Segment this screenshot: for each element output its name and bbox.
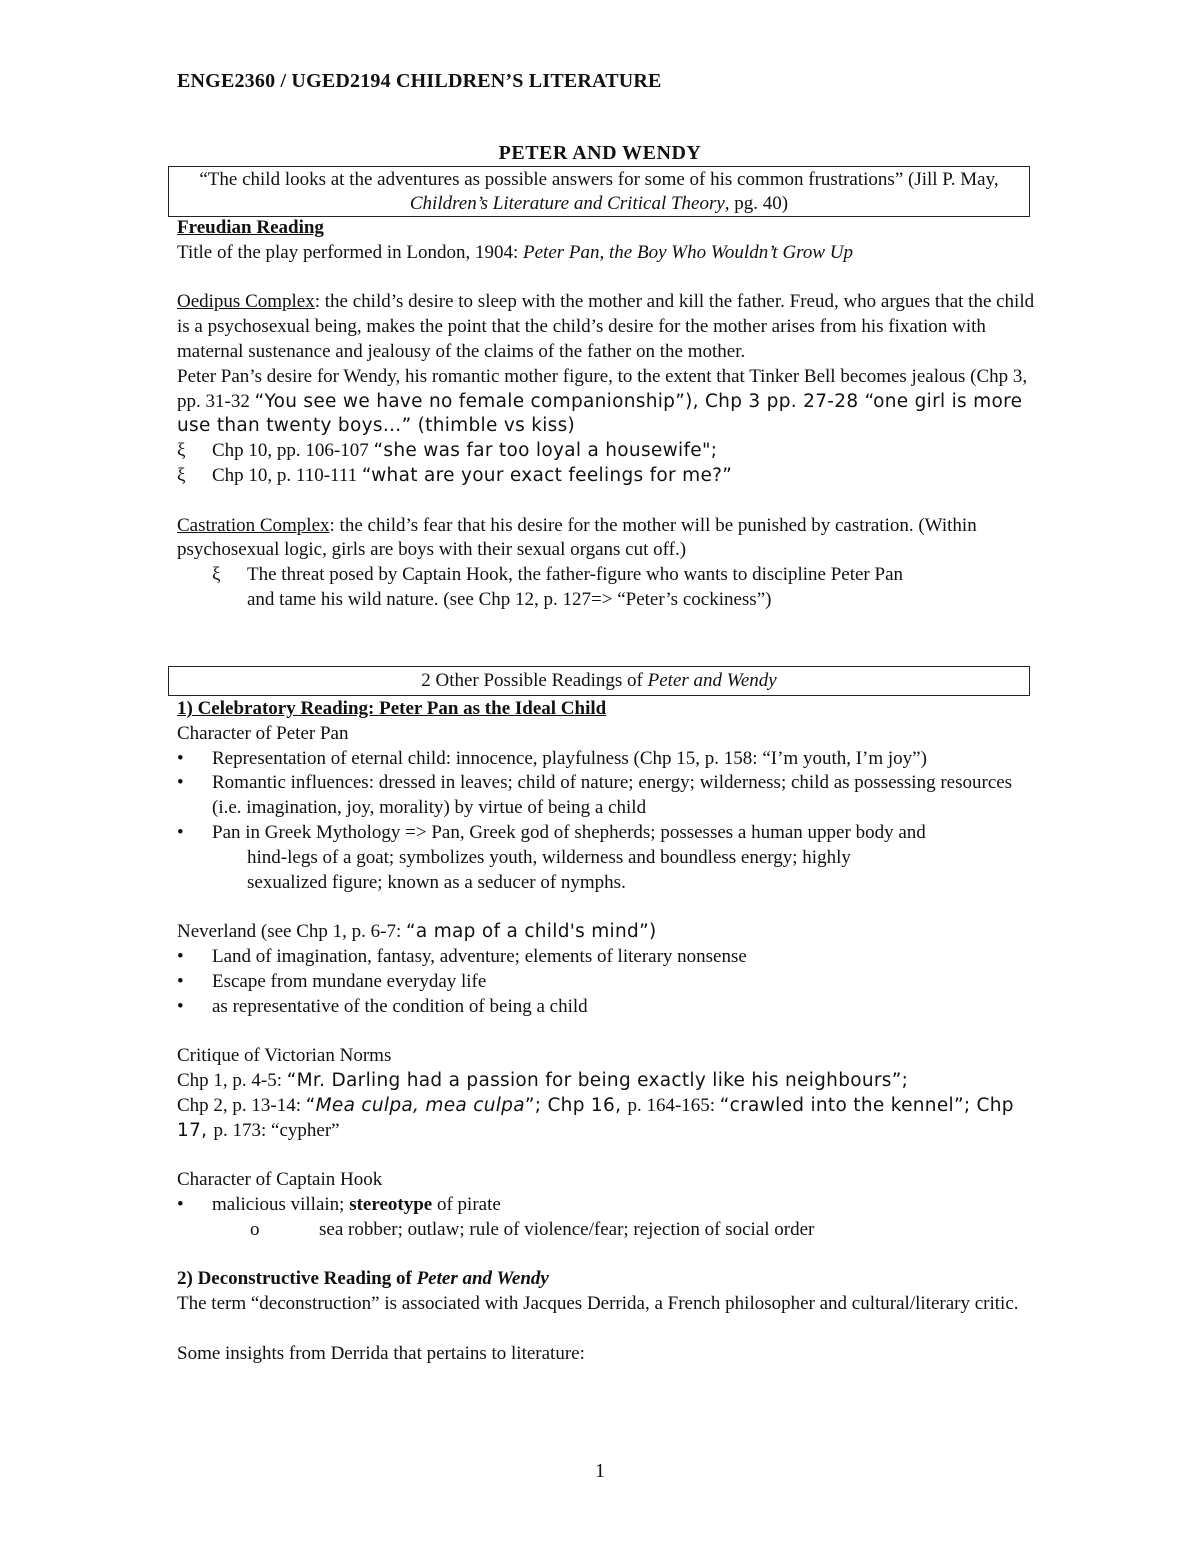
critique-ref-3: p. 164-165:	[627, 1094, 720, 1116]
quote-box	[168, 166, 1030, 217]
course-header: ENGE2360 / UGED2194 CHILDREN’S LITERATURE	[177, 70, 662, 92]
critique-quote-2: Mea culpa, mea culpa	[315, 1094, 525, 1116]
castration-text: : the child’s fear that his desire for the mother will be punished by castration. (Within psychosexual logic, girls are boys with their sexual organs cut off.)	[177, 514, 977, 561]
bullet-text: as representative of the condition of being a child	[212, 995, 588, 1017]
bullet-icon: •	[177, 772, 184, 794]
pan-line-3: sexualized figure; known as a seducer of nymphs.	[247, 871, 626, 893]
bullet-text: Romantic influences: dressed in leaves; child of nature; energy; wilderness; child as possessing resources (i.e. imagination, joy, morality) by virtue of being a child	[212, 772, 1013, 819]
hook-threat-line2: and tame his wild nature. (see Chp 12, p. 127=> “Peter’s cockiness”)	[247, 588, 772, 610]
neverland-quote: “a map of a child's mind”)	[406, 921, 657, 943]
quote-page-ref: , pg. 40)	[724, 193, 789, 214]
pan-line-1: Pan in Greek Mythology => Pan, Greek god of shepherds; possesses a human upper body and	[212, 821, 926, 843]
critique-quote-3: “crawled into the kennel”; Chp 17,	[177, 1094, 1014, 1141]
bullet-icon: •	[177, 970, 184, 992]
circle-bullet-icon: o	[250, 1218, 260, 1240]
list-item	[177, 747, 1037, 772]
critique-label: Critique of Victorian Norms	[177, 1045, 392, 1067]
list-item	[177, 995, 1037, 1020]
deconstructive-heading-text: 2) Deconstructive Reading of	[177, 1268, 417, 1290]
list-item	[177, 771, 1037, 821]
quote-text: “The child looks at the adventures as possible answers for some of his common frustrations” (Jill P. May,	[199, 169, 999, 190]
critique-ref-4: p. 173: “cypher”	[213, 1119, 340, 1141]
play-title: Peter Pan, the Boy Who Wouldn’t Grow Up	[523, 241, 853, 263]
derrida-insights: Some insights from Derrida that pertains to literature:	[177, 1342, 585, 1364]
list-item	[177, 945, 1037, 970]
hook-character-label: Character of Captain Hook	[177, 1169, 383, 1191]
list-item	[177, 439, 1037, 464]
deconstructive-heading-title: Peter and Wendy	[416, 1268, 549, 1290]
hook-text-pre: malicious villain;	[212, 1193, 350, 1215]
page-number: 1	[595, 1460, 605, 1482]
castration-term: Castration Complex	[177, 514, 330, 536]
document-title: PETER AND WENDY	[498, 142, 702, 164]
list-item	[177, 563, 1037, 613]
wendy-quote: “You see we have no female companionship”), Chp 3 pp. 27-28 “one girl is more use than twenty boys…” (thimble vs kiss)	[177, 390, 1023, 437]
readings-content	[177, 697, 1037, 1367]
hook-stereotype: stereotype	[349, 1193, 433, 1215]
celebratory-heading: 1) Celebratory Reading: Peter Pan as the Ideal Child	[177, 698, 607, 719]
castration-paragraph	[177, 514, 1037, 564]
critique-quote-2-open: “	[305, 1094, 316, 1116]
list-item	[177, 970, 1037, 995]
critique-ref-1: Chp 1, p. 4-5:	[177, 1069, 287, 1091]
readings-box	[168, 666, 1030, 696]
oedipus-paragraph	[177, 290, 1037, 364]
freudian-heading: Freudian Reading	[177, 217, 324, 238]
play-title-prefix: Title of the play performed in London, 1904:	[177, 241, 523, 263]
main-content	[177, 216, 1037, 613]
neverland-text: Neverland (see Chp 1, p. 6-7:	[177, 921, 406, 943]
peter-character-label: Character of Peter Pan	[177, 722, 349, 744]
neverland-line	[177, 920, 1037, 945]
critique-quote-2-close: ”; Chp 16,	[524, 1094, 628, 1116]
bullet-ref: Chp 10, pp. 106-107	[212, 440, 374, 462]
bullet-quote: “she was far too loyal a housewife";	[373, 440, 718, 462]
bullet-text: Escape from mundane everyday life	[212, 970, 487, 992]
critique-ref-2: Chp 2, p. 13-14:	[177, 1094, 306, 1116]
xi-bullet-icon: ξ	[212, 564, 221, 586]
oedipus-text: : the child’s desire to sleep with the mother and kill the father. Freud, who argues that the child is a psychosexual being, makes the point that the child’s desire for the mother arises from his fixation with maternal sustenance and jealousy of the claims of the father on the mother.	[177, 291, 1035, 362]
xi-bullet-icon: ξ	[177, 440, 186, 462]
bullet-icon: •	[177, 945, 184, 967]
bullet-icon: •	[177, 821, 184, 843]
critique-paragraph	[177, 1069, 1037, 1143]
list-item	[177, 1218, 1037, 1243]
list-item	[177, 464, 1037, 489]
wendy-paragraph	[177, 365, 1037, 439]
hook-threat-line1: The threat posed by Captain Hook, the father-figure who wants to discipline Peter Pan	[247, 564, 904, 586]
bullet-icon: •	[177, 1193, 184, 1215]
quote-book-title: Children’s Literature and Critical Theory	[409, 193, 725, 214]
readings-text: 2 Other Possible Readings of	[421, 670, 648, 691]
wendy-text: Peter Pan’s desire for Wendy, his romantic mother figure, to the extent that Tinker Bell becomes jealous (Chp 3, pp. 31-32	[177, 365, 1028, 412]
pan-line-2: hind-legs of a goat; symbolizes youth, wilderness and boundless energy; highly	[247, 846, 851, 868]
xi-bullet-icon: ξ	[177, 464, 186, 486]
hook-sub-text: sea robber; outlaw; rule of violence/fear; rejection of social order	[319, 1218, 815, 1240]
critique-quote-1: “Mr. Darling had a passion for being exactly like his neighbours”;	[286, 1069, 909, 1091]
bullet-icon: •	[177, 995, 184, 1017]
bullet-icon: •	[177, 747, 184, 769]
oedipus-term: Oedipus Complex	[177, 291, 315, 313]
list-item	[177, 1193, 1037, 1218]
bullet-text: Land of imagination, fantasy, adventure; elements of literary nonsense	[212, 945, 747, 967]
bullet-text: Representation of eternal child: innocence, playfulness (Chp 15, p. 158: “I’m youth, I’m joy”)	[212, 747, 927, 769]
bullet-ref: Chp 10, p. 110-111	[212, 464, 362, 486]
readings-title: Peter and Wendy	[647, 670, 777, 691]
list-item	[177, 821, 1037, 895]
hook-text-post: of pirate	[432, 1193, 501, 1215]
bullet-quote: “what are your exact feelings for me?”	[361, 464, 733, 486]
deconstruction-text: The term “deconstruction” is associated with Jacques Derrida, a French philosopher and cultural/literary critic.	[177, 1293, 1019, 1315]
play-title-line	[177, 241, 1037, 266]
deconstructive-heading	[177, 1267, 1037, 1292]
